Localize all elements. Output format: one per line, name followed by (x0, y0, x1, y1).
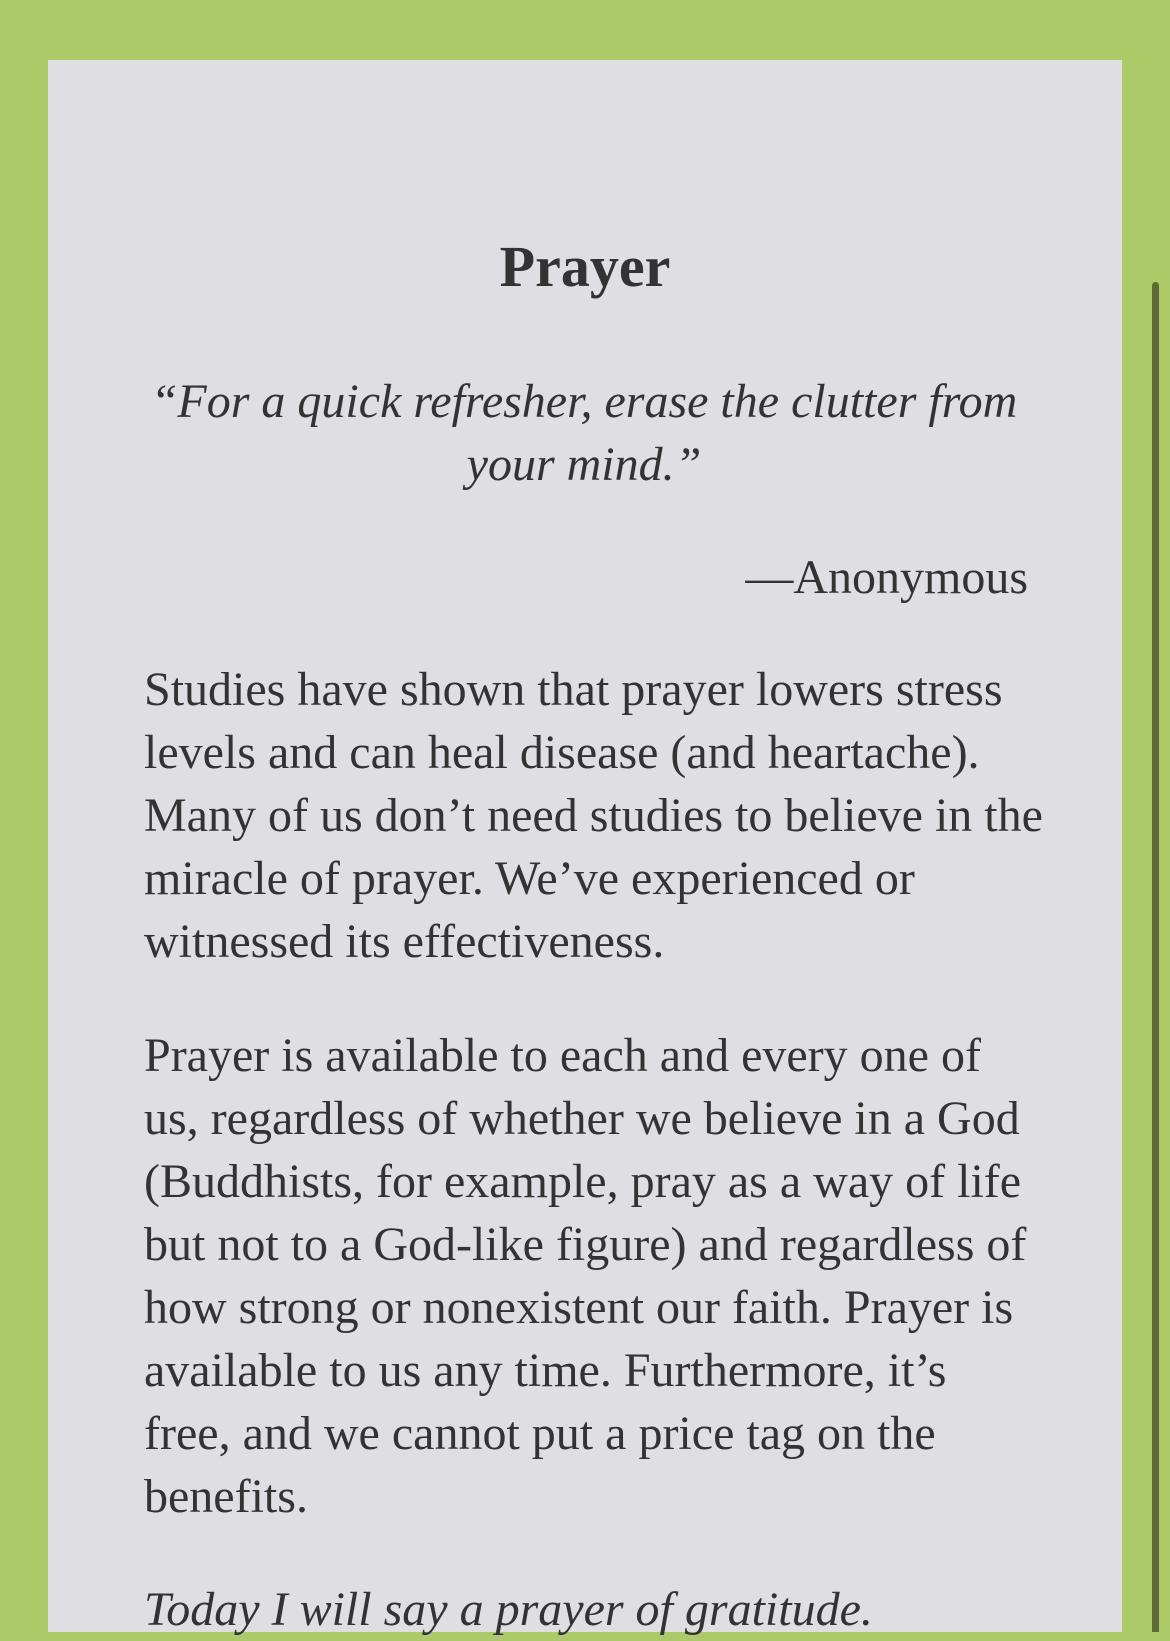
body-paragraph-2: Prayer is available to each and every one of us, regardless of whether we believe in a God (Buddhists, for example, pray as a way of life but not to a God-like figure) and regardless of how strong or nonexistent our faith. Prayer is available to us any time. Furthermore, it’s free, and we cannot put a price tag on the benefits. (144, 1029, 1027, 1523)
vertical-scrollbar[interactable] (1152, 282, 1159, 1632)
body-paragraph-1: Studies have shown that prayer lowers stress levels and can heal disease (and heartache). Many of us don’t need studies to believe in the miracle of prayer. We’ve experienced or witnessed its effectiveness. (144, 663, 1043, 968)
epigraph-quote: “For a quick refresher, erase the clutter from your mind.” (150, 375, 1018, 491)
daily-affirmation: Today I will say a prayer of gratitude. (144, 1583, 873, 1636)
reading-page[interactable] (48, 60, 1122, 1636)
quote-attribution: —Anonymous (745, 551, 1028, 604)
page-title: Prayer (499, 234, 671, 299)
